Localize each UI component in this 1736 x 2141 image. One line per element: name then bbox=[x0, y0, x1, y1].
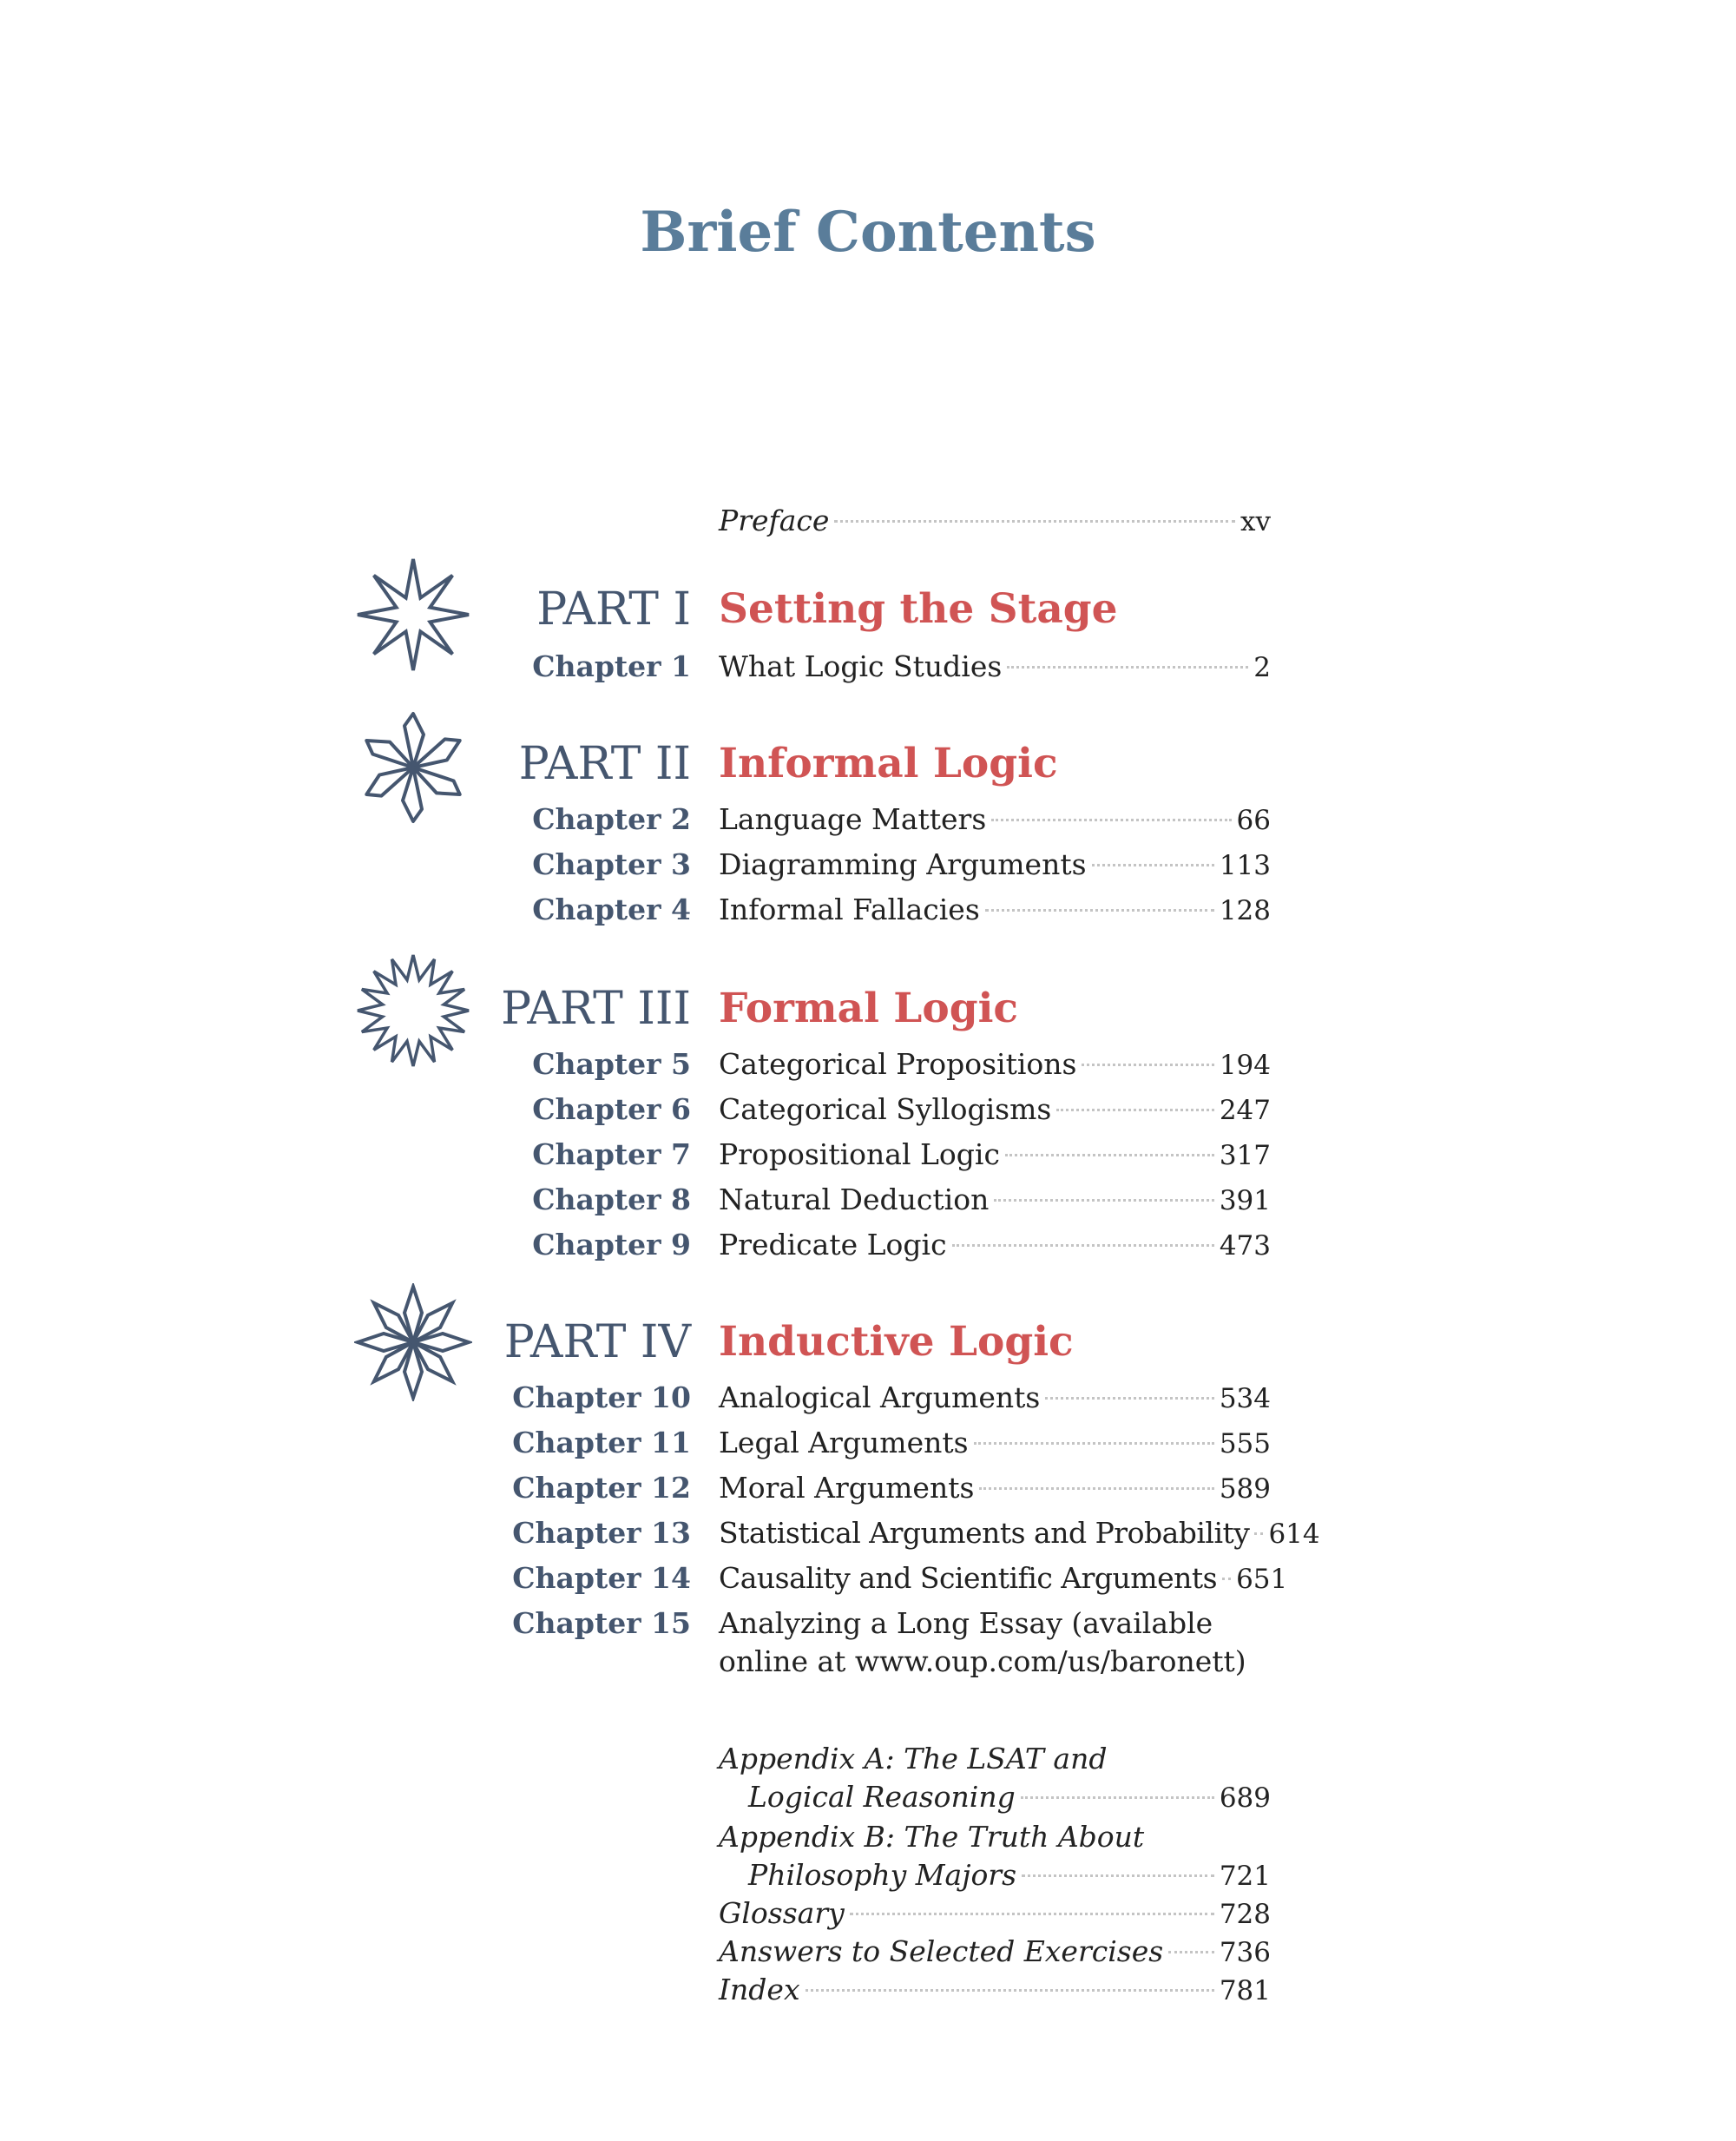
part-label: PART III bbox=[501, 983, 691, 1035]
dot-leader bbox=[834, 520, 1235, 523]
dot-leader bbox=[979, 1487, 1213, 1490]
chapter-entry[interactable] bbox=[719, 1222, 1271, 1268]
chapter-title: Language Matters bbox=[719, 802, 987, 836]
chapter-label: Chapter 15 bbox=[512, 1606, 691, 1640]
chapter-label: Chapter 4 bbox=[532, 893, 691, 926]
dot-leader bbox=[1021, 1796, 1214, 1799]
chapter-page: 534 bbox=[1219, 1383, 1271, 1414]
chapter-label: Chapter 10 bbox=[512, 1380, 691, 1414]
part-title[interactable]: Setting the Stage bbox=[719, 585, 1118, 633]
chapter-label: Chapter 2 bbox=[532, 802, 691, 836]
chapter-page: 555 bbox=[1219, 1428, 1271, 1459]
chapter-entry[interactable] bbox=[719, 842, 1271, 887]
chapter-entry[interactable] bbox=[719, 644, 1271, 689]
glossary-label: Glossary bbox=[719, 1896, 845, 1930]
preface-label: Preface bbox=[719, 504, 830, 537]
appendix-entry[interactable] bbox=[719, 1775, 1271, 1820]
chapter-page: 247 bbox=[1219, 1095, 1271, 1126]
chapter-entry[interactable] bbox=[719, 1087, 1271, 1132]
chapter-title: Categorical Syllogisms bbox=[719, 1092, 1052, 1126]
appendix-title-line: Appendix A: The LSAT and bbox=[719, 1742, 1108, 1775]
appendix-title-line: Philosophy Majors bbox=[748, 1858, 1017, 1892]
dot-leader bbox=[991, 819, 1231, 821]
chapter-page: 2 bbox=[1253, 652, 1271, 683]
chapter-title: What Logic Studies bbox=[719, 649, 1003, 683]
chapter-title: Diagramming Arguments bbox=[719, 847, 1087, 881]
chapter-label: Chapter 13 bbox=[512, 1516, 691, 1550]
chapter-label: Chapter 5 bbox=[532, 1047, 691, 1081]
chapter-page: 391 bbox=[1219, 1185, 1271, 1216]
chapter-title-line: online at www.oup.com/us/baronett) bbox=[719, 1644, 1246, 1678]
chapter-title: Predicate Logic bbox=[719, 1228, 947, 1262]
part-label: PART I bbox=[536, 583, 691, 636]
chapter-entry[interactable] bbox=[719, 1177, 1271, 1222]
chapter-page: 113 bbox=[1219, 850, 1271, 881]
dot-leader bbox=[985, 909, 1214, 912]
dot-leader bbox=[974, 1442, 1214, 1445]
preface-entry[interactable] bbox=[719, 498, 1271, 543]
chapter-title: Categorical Propositions bbox=[719, 1047, 1077, 1081]
chapter-label: Chapter 9 bbox=[532, 1228, 691, 1262]
chapter-entry[interactable] bbox=[719, 1420, 1271, 1466]
chapter-title-line: Analyzing a Long Essay (available bbox=[719, 1606, 1213, 1640]
dot-leader bbox=[994, 1199, 1213, 1202]
chapter-page: 473 bbox=[1219, 1230, 1271, 1262]
chapter-entry[interactable] bbox=[719, 1132, 1271, 1177]
chapter-label: Chapter 3 bbox=[532, 847, 691, 881]
dot-leader bbox=[806, 1989, 1214, 1992]
chapter-title: Propositional Logic bbox=[719, 1137, 1000, 1171]
chapter-page: 194 bbox=[1219, 1050, 1271, 1081]
chapter-title: Moral Arguments bbox=[719, 1471, 975, 1505]
dot-leader bbox=[1007, 666, 1248, 669]
chapter-label: Chapter 1 bbox=[532, 649, 691, 683]
chapter-title: Analogical Arguments bbox=[719, 1380, 1041, 1414]
answers-page: 736 bbox=[1219, 1937, 1271, 1968]
chapter-label: Chapter 6 bbox=[532, 1092, 691, 1126]
chapter-label: Chapter 7 bbox=[532, 1137, 691, 1171]
chapter-entry[interactable] bbox=[719, 1556, 1288, 1601]
chapter-label: Chapter 11 bbox=[512, 1426, 691, 1459]
chapter-page: 317 bbox=[1219, 1140, 1271, 1171]
dot-leader bbox=[1005, 1154, 1214, 1156]
chapter-entry[interactable] bbox=[719, 1604, 1271, 1681]
chapter-entry[interactable] bbox=[719, 1466, 1271, 1511]
dot-leader bbox=[850, 1913, 1214, 1915]
dot-leader bbox=[1092, 864, 1214, 866]
preface-page: xv bbox=[1240, 506, 1271, 537]
answers-label: Answers to Selected Exercises bbox=[719, 1934, 1164, 1968]
glossary-page: 728 bbox=[1219, 1899, 1271, 1930]
dot-leader bbox=[1254, 1532, 1263, 1535]
chapter-page: 614 bbox=[1268, 1518, 1320, 1550]
chapter-label: Chapter 8 bbox=[532, 1182, 691, 1216]
chapter-entry[interactable] bbox=[719, 797, 1271, 842]
chapter-title: Statistical Arguments and Probability bbox=[719, 1516, 1250, 1550]
part-label: PART IV bbox=[503, 1316, 691, 1368]
chapter-page: 651 bbox=[1236, 1564, 1288, 1595]
part-label: PART II bbox=[518, 738, 691, 790]
chapter-entry[interactable] bbox=[719, 887, 1271, 932]
part-title[interactable]: Formal Logic bbox=[719, 985, 1019, 1032]
dot-leader bbox=[1222, 1578, 1231, 1580]
chapter-entry[interactable] bbox=[719, 1375, 1271, 1420]
appendix-page: 721 bbox=[1219, 1861, 1271, 1892]
dot-leader bbox=[1022, 1874, 1214, 1877]
dot-leader bbox=[1082, 1064, 1213, 1066]
dot-leader bbox=[952, 1244, 1214, 1247]
chapter-page: 589 bbox=[1219, 1473, 1271, 1505]
appendix-title-line: Appendix B: The Truth About bbox=[719, 1820, 1145, 1854]
dot-leader bbox=[1045, 1397, 1214, 1400]
chapter-title: Natural Deduction bbox=[719, 1182, 990, 1216]
index-page: 781 bbox=[1219, 1975, 1271, 2006]
page-title: Brief Contents bbox=[640, 200, 1096, 265]
dot-leader bbox=[1168, 1951, 1214, 1953]
index-entry[interactable] bbox=[719, 1967, 1271, 2013]
chapter-title: Causality and Scientific Arguments bbox=[719, 1561, 1218, 1595]
chapter-page: 128 bbox=[1219, 895, 1271, 926]
appendix-page: 689 bbox=[1219, 1782, 1271, 1814]
index-label: Index bbox=[719, 1973, 800, 2006]
chapter-title: Informal Fallacies bbox=[719, 893, 980, 926]
dot-leader bbox=[1056, 1109, 1214, 1111]
chapter-entry[interactable] bbox=[719, 1511, 1320, 1556]
chapter-entry[interactable] bbox=[719, 1042, 1271, 1087]
chapter-page: 66 bbox=[1236, 805, 1271, 836]
chapter-title: Legal Arguments bbox=[719, 1426, 969, 1459]
chapter-label: Chapter 12 bbox=[512, 1471, 691, 1505]
part-title[interactable]: Informal Logic bbox=[719, 740, 1058, 787]
part-title[interactable]: Inductive Logic bbox=[719, 1318, 1074, 1366]
chapter-label: Chapter 14 bbox=[512, 1561, 691, 1595]
appendix-title-line: Logical Reasoning bbox=[748, 1780, 1016, 1814]
